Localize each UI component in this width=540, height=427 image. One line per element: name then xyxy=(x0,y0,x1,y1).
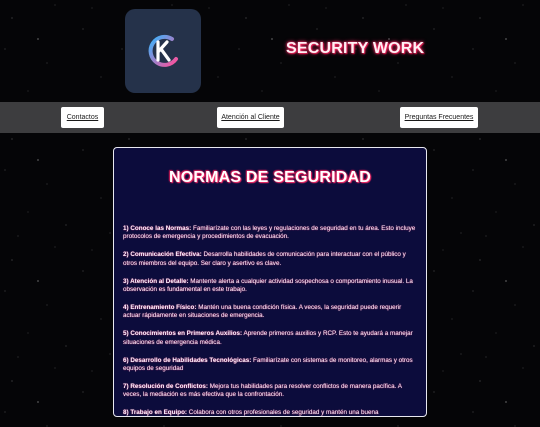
rule-title: 4) Entrenamiento Físico: xyxy=(123,303,197,311)
list-item xyxy=(123,383,417,400)
nav-atencion-cliente-button[interactable]: Atención al Cliente xyxy=(217,107,284,128)
rule-text: Mantente alerta a cualquier actividad sospechosa o comportamiento inusual. La observación es fundamental en este trabajo. xyxy=(123,277,413,294)
list-item xyxy=(123,251,417,268)
rule-title: 6) Desarrollo de Habilidades Tecnológicas: xyxy=(123,356,252,364)
rule-text: Mejora tus habilidades para resolver conflictos de manera pacífica. A veces, la mediación es más efectiva que la confrontación. xyxy=(123,382,402,399)
list-item xyxy=(123,357,417,374)
rule-title: 3) Atención al Detalle: xyxy=(123,277,189,285)
rule-text: Mantén una buena condición física. A veces, la seguridad puede requerir actuar rápidamente en situaciones de emergencia. xyxy=(123,303,402,320)
rule-title: 8) Trabajo en Equipo: xyxy=(123,409,188,417)
rules-list xyxy=(123,225,417,427)
security-rules-card xyxy=(113,147,427,417)
rule-text: Familiarízate con sistemas de monitoreo, alarmas y otros equipos de seguridad xyxy=(123,356,413,372)
list-item xyxy=(123,409,417,417)
nav-preguntas-frecuentes-button[interactable]: Preguntas Frecuentes xyxy=(400,107,478,128)
list-item xyxy=(123,304,417,321)
header xyxy=(0,0,540,102)
site-title: SECURITY WORK xyxy=(286,40,425,57)
main-navbar xyxy=(0,102,540,133)
rule-title: 1) Conoce las Normas: xyxy=(123,225,192,232)
list-item xyxy=(123,330,417,347)
k-logo-icon xyxy=(143,31,183,71)
site-logo[interactable] xyxy=(125,9,201,93)
rule-text: Colabora con otros profesionales de seguridad y mantén una buena xyxy=(187,409,379,417)
nav-contactos-button[interactable]: Contactos xyxy=(61,107,104,128)
rule-text: Aprende primeros auxilios y RCP. Esto te ayudará a manejar situaciones de emergencia médica. xyxy=(123,330,413,346)
rule-text: Familiarízate con las leyes y regulaciones de seguridad en tu área. Esto incluye protocolos de emergencia y procedimientos de evacuación. xyxy=(123,225,416,241)
rule-title: 5) Conocimientos en Primeros Auxilios: xyxy=(123,330,243,338)
list-item xyxy=(123,225,417,242)
rule-title: 7) Resolución de Conflictos: xyxy=(123,382,209,390)
rule-title: 2) Comunicación Efectiva: xyxy=(123,251,202,259)
rule-text: Desarrolla habilidades de comunicación para interactuar con el público y otros miembros del equipo. Ser claro y asertivo es clave. xyxy=(123,251,406,267)
list-item xyxy=(123,278,417,295)
page-heading: NORMAS DE SEGURIDAD xyxy=(168,169,372,186)
